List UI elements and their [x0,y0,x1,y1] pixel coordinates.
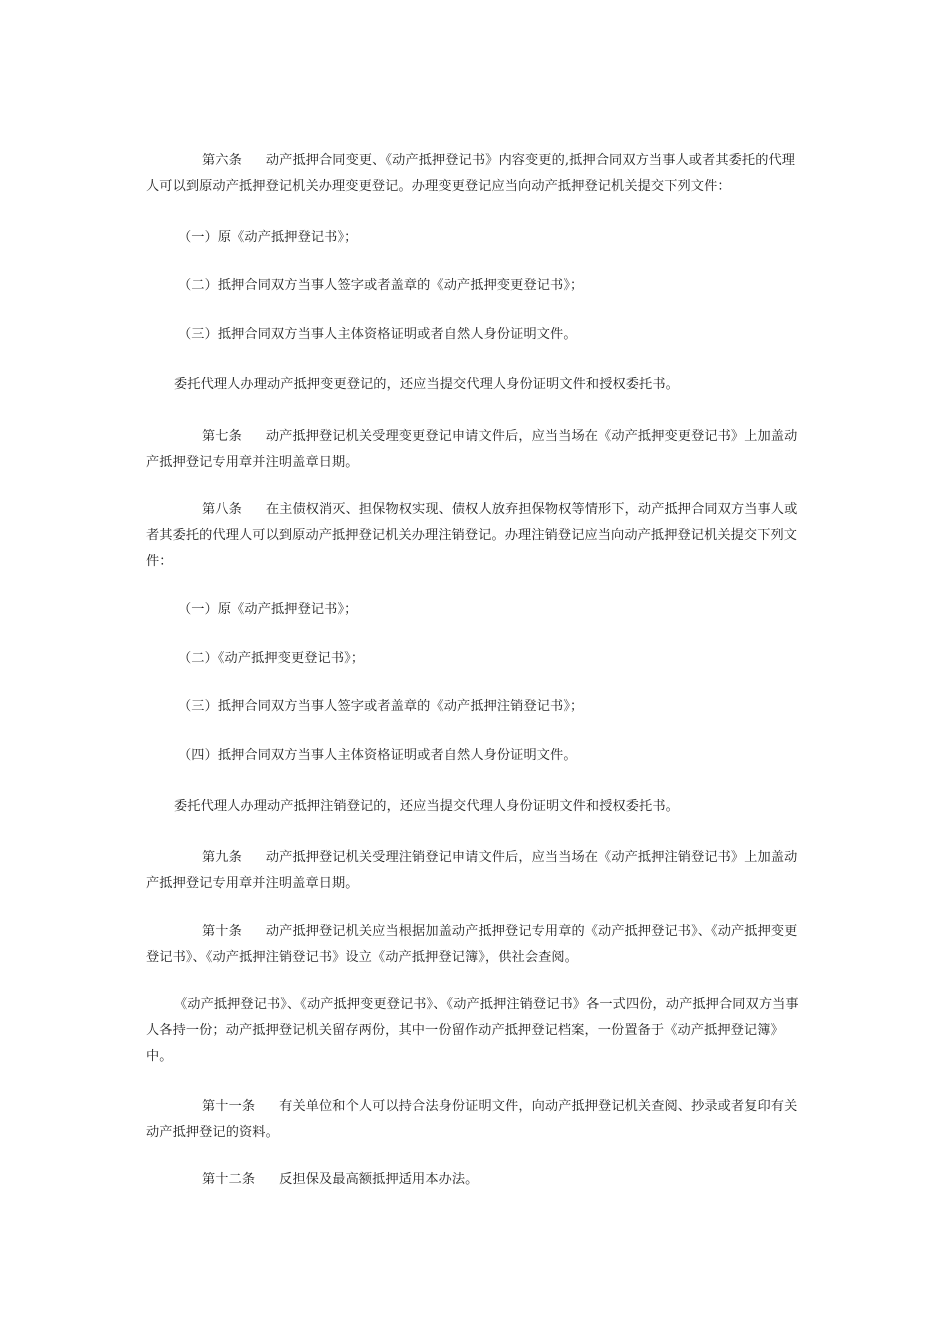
article-text: 动产抵押合同变更、《动产抵押登记书》内容变更的,抵押合同双方当事人或者其委托的代理人可以到原动产抵押登记机关办理变更登记。办理变更登记应当向动产抵押登记机关提交下列文件： [146,153,796,194]
list-item: （三）抵押合同双方当事人签字或者盖章的《动产抵押注销登记书》； [178,699,584,714]
article-8 [146,497,808,575]
article-text: 动产抵押登记机关受理注销登记申请文件后，应当当场在《动产抵押注销登记书》上加盖动产抵押登记专用章并注明盖章日期。 [146,850,798,891]
article-note: 《动产抵押登记书》、《动产抵押变更登记书》、《动产抵押注销登记书》各一式四份，动产抵押合同双方当事人各持一份；动产抵押登记机关留存两份，其中一份留作动产抵押登记档案，一份置备于《动产抵押登记簿》中。 [146,997,799,1064]
article-6 [146,148,808,200]
article-text: 有关单位和个人可以持合法身份证明文件，向动产抵押登记机关查阅、抄录或者复印有关动产抵押登记的资料。 [146,1099,798,1140]
article-text: 在主债权消灭、担保物权实现、债权人放弃担保物权等情形下，动产抵押合同双方当事人或者其委托的代理人可以到原动产抵押登记机关办理注销登记。办理注销登记应当向动产抵押登记机关提交下列文件： [146,502,798,569]
list-item: （一）原《动产抵押登记书》； [178,602,358,617]
article-text: 动产抵押登记机关受理变更登记申请文件后，应当当场在《动产抵押变更登记书》上加盖动产抵押登记专用章并注明盖章日期。 [146,429,798,470]
list-item: （一）原《动产抵押登记书》； [178,230,358,245]
article-note: 委托代理人办理动产抵押变更登记的，还应当提交代理人身份证明文件和授权委托书。 [174,377,679,392]
article-text: 动产抵押登记机关应当根据加盖动产抵押登记专用章的《动产抵押登记书》、《动产抵押变更登记书》、《动产抵押注销登记书》设立《动产抵押登记簿》，供社会查阅。 [146,924,798,965]
article-number: 第十二条 [202,1172,256,1187]
article-note: 委托代理人办理动产抵押注销登记的，还应当提交代理人身份证明文件和授权委托书。 [174,799,679,814]
article-12 [146,1167,808,1193]
article-11 [146,1094,808,1146]
list-item: （四）抵押合同双方当事人主体资格证明或者自然人身份证明文件。 [178,748,577,763]
article-number: 第九条 [202,850,242,865]
list-item: （二）《动产抵押变更登记书》； [178,651,365,666]
article-9 [146,845,808,897]
article-7 [146,424,808,476]
article-number: 第十条 [202,924,242,939]
article-number: 第十一条 [202,1099,256,1114]
article-text: 反担保及最高额抵押适用本办法。 [279,1172,479,1187]
list-item: （二）抵押合同双方当事人签字或者盖章的《动产抵押变更登记书》； [178,278,584,293]
article-number: 第八条 [202,502,242,517]
article-10 [146,919,808,971]
article-number: 第七条 [202,429,242,444]
list-item: （三）抵押合同双方当事人主体资格证明或者自然人身份证明文件。 [178,327,577,342]
article-number: 第六条 [202,153,242,168]
